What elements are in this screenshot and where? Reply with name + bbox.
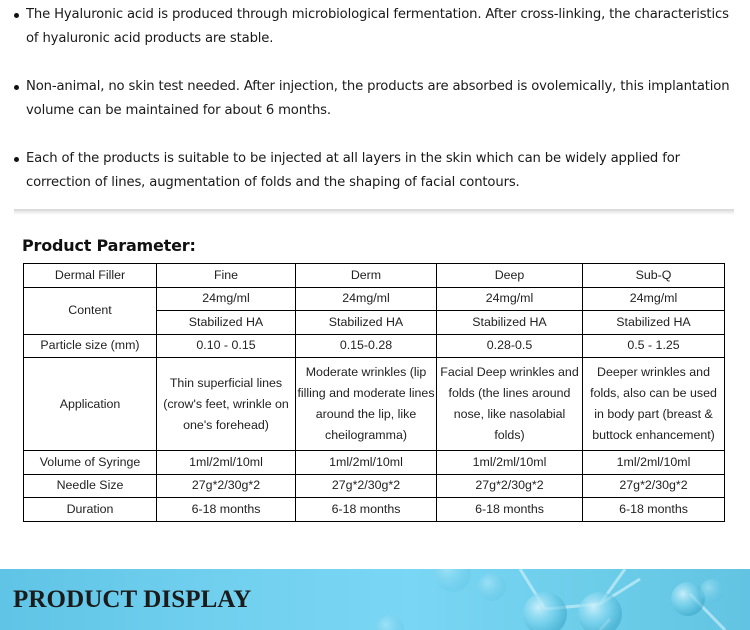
table-cell: Stabilized HA xyxy=(157,311,296,335)
bullet-text: Each of the products is suitable to be injected at all layers in the skin which can be widely applied for correction of lines, augmentation of folds and the shaping of facial contours. xyxy=(26,151,680,190)
table-cell: 0.28-0.5 xyxy=(437,334,583,358)
bullet-text: Non-animal, no skin test needed. After injection, the products are absorbed is ovolemically, this implantation volume can be maintained for about 6 months. xyxy=(26,79,730,118)
row-label: Content xyxy=(24,287,157,334)
table-cell: 24mg/ml xyxy=(583,287,725,311)
bullet-dot-icon xyxy=(14,157,19,162)
table-cell: Thin superficial lines (crow's feet, wrinkle on one's forehead) xyxy=(157,358,296,451)
table-cell: 27g*2/30g*2 xyxy=(437,474,583,498)
table-cell: Deeper wrinkles and folds, also can be used in body part (breast & buttock enhancement) xyxy=(583,358,725,451)
table-cell: Stabilized HA xyxy=(437,311,583,335)
table-cell: 6-18 months xyxy=(157,498,296,522)
product-parameter-table xyxy=(23,263,725,522)
table-cell: 27g*2/30g*2 xyxy=(296,474,437,498)
table-header-row xyxy=(24,264,725,288)
table-header-cell: Dermal Filler xyxy=(24,264,157,288)
table-cell: 0.10 - 0.15 xyxy=(157,334,296,358)
bullet-dot-icon xyxy=(14,85,19,90)
table-row-duration xyxy=(24,498,725,522)
table-cell: 0.5 - 1.25 xyxy=(583,334,725,358)
row-label: Volume of Syringe xyxy=(24,451,157,475)
table-cell: Stabilized HA xyxy=(583,311,725,335)
row-label: Needle Size xyxy=(24,474,157,498)
bullet-dot-icon xyxy=(14,13,19,18)
table-header-cell: Fine xyxy=(157,264,296,288)
table-header-cell: Derm xyxy=(296,264,437,288)
table-cell: 1ml/2ml/10ml xyxy=(296,451,437,475)
shadow-divider xyxy=(14,205,734,215)
row-label: Duration xyxy=(24,498,157,522)
table-cell: 0.15-0.28 xyxy=(296,334,437,358)
table-cell: 24mg/ml xyxy=(296,287,437,311)
table-cell: 1ml/2ml/10ml xyxy=(437,451,583,475)
feature-bullet xyxy=(12,75,742,123)
table-cell: Moderate wrinkles (lip filling and moderate lines around the lip, like cheilogramma) xyxy=(296,358,437,451)
table-cell: 24mg/ml xyxy=(157,287,296,311)
table-row-application xyxy=(24,358,725,451)
banner-title: PRODUCT DISPLAY xyxy=(13,586,252,613)
row-label: Particle size (mm) xyxy=(24,334,157,358)
table-cell: 24mg/ml xyxy=(437,287,583,311)
table-cell: Stabilized HA xyxy=(296,311,437,335)
table-cell: Facial Deep wrinkles and folds (the lines around nose, like nasolabial folds) xyxy=(437,358,583,451)
bullet-text: The Hyaluronic acid is produced through microbiological fermentation. After cross-linking, the characteristics of hyaluronic acid products are stable. xyxy=(26,7,729,46)
feature-bullet xyxy=(12,147,742,195)
table-cell: 27g*2/30g*2 xyxy=(583,474,725,498)
feature-bullet xyxy=(12,3,742,51)
table-cell: 6-18 months xyxy=(296,498,437,522)
row-label: Application xyxy=(24,358,157,451)
table-cell: 6-18 months xyxy=(437,498,583,522)
product-display-banner xyxy=(0,569,750,630)
table-row-particle-size xyxy=(24,334,725,358)
table-row-content-concentration xyxy=(24,287,725,311)
table-row-needle-size xyxy=(24,474,725,498)
table-row-volume xyxy=(24,451,725,475)
table-cell: 1ml/2ml/10ml xyxy=(157,451,296,475)
table-cell: 27g*2/30g*2 xyxy=(157,474,296,498)
table-cell: 6-18 months xyxy=(583,498,725,522)
section-title: Product Parameter: xyxy=(22,236,196,255)
table-header-cell: Deep xyxy=(437,264,583,288)
table-cell: 1ml/2ml/10ml xyxy=(583,451,725,475)
table-header-cell: Sub-Q xyxy=(583,264,725,288)
